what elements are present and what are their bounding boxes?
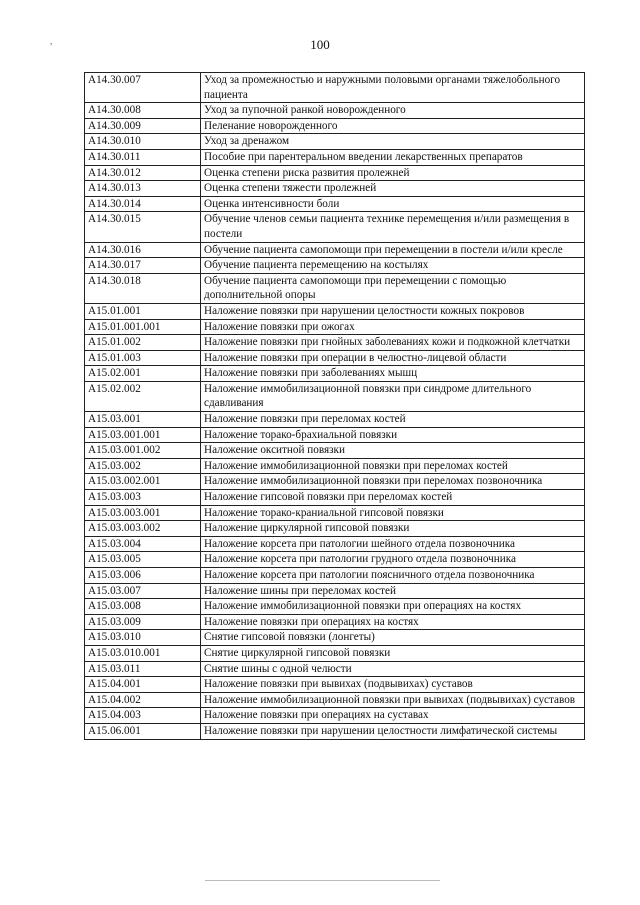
table-row [85,149,585,165]
table-row [85,412,585,428]
procedure-name: Наложение корсета при патологии поясничного отдела позвоночника [201,568,585,584]
procedure-code: A14.30.015 [85,212,201,242]
procedure-name: Уход за пупочной ранкой новорожденного [201,103,585,119]
procedure-name: Наложение иммобилизационной повязки при вывихах (подвывихах) суставов [201,692,585,708]
table-row [85,505,585,521]
table-row [85,474,585,490]
table-row [85,134,585,150]
procedure-name: Наложение повязки при переломах костей [201,412,585,428]
procedure-code: A14.30.009 [85,118,201,134]
procedure-code: A15.03.001.001 [85,427,201,443]
table-row [85,303,585,319]
procedure-name: Наложение корсета при патологии шейного отдела позвоночника [201,536,585,552]
procedure-code: A15.03.001 [85,412,201,428]
procedure-code: A15.02.002 [85,381,201,411]
procedure-name: Снятие шины с одной челюсти [201,661,585,677]
procedure-code: A14.30.012 [85,165,201,181]
procedure-code: A15.03.002.001 [85,474,201,490]
procedure-code: A15.03.011 [85,661,201,677]
procedure-name: Наложение повязки при операциях на костях [201,614,585,630]
table-row [85,708,585,724]
procedure-code: A15.04.002 [85,692,201,708]
footer-rule [205,880,440,881]
table-row [85,73,585,103]
procedure-name: Наложение повязки при нарушении целостности кожных покровов [201,303,585,319]
table-row [85,599,585,615]
procedure-code: A14.30.018 [85,273,201,303]
procedure-name: Наложение повязки при заболеваниях мышц [201,366,585,382]
procedure-name: Наложение торако-брахиальной повязки [201,427,585,443]
procedure-code: A15.01.001.001 [85,319,201,335]
table-row [85,350,585,366]
table-row [85,458,585,474]
table-row [85,212,585,242]
procedure-name: Пособие при парентеральном введении лекарственных препаратов [201,149,585,165]
table-row [85,273,585,303]
table-row [85,630,585,646]
procedure-code: A15.03.003.001 [85,505,201,521]
table-row [85,490,585,506]
table-row [85,118,585,134]
procedure-code: A15.04.003 [85,708,201,724]
procedure-code: A14.30.008 [85,103,201,119]
procedure-name: Наложение корсета при патологии грудного отдела позвоночника [201,552,585,568]
procedure-code: A14.30.017 [85,258,201,274]
procedure-code: A15.03.002 [85,458,201,474]
procedure-name: Наложение повязки при вывихах (подвывихах) суставов [201,677,585,693]
table-row [85,335,585,351]
table-body [85,73,585,740]
procedure-name: Наложение повязки при ожогах [201,319,585,335]
procedure-name: Наложение циркулярной гипсовой повязки [201,521,585,537]
procedure-name: Обучение пациента перемещению на костылях [201,258,585,274]
procedure-code: A15.02.001 [85,366,201,382]
procedure-name: Наложение иммобилизационной повязки при переломах позвоночника [201,474,585,490]
procedure-code: A15.03.003.002 [85,521,201,537]
procedure-name: Оценка степени тяжести пролежней [201,181,585,197]
table-row [85,583,585,599]
procedure-name: Оценка интенсивности боли [201,196,585,212]
procedure-name: Наложение повязки при нарушении целостности лимфатической системы [201,723,585,739]
procedure-code: A15.03.008 [85,599,201,615]
procedure-code: A15.04.001 [85,677,201,693]
table-row [85,614,585,630]
procedure-code: A15.03.001.002 [85,443,201,459]
table-row [85,661,585,677]
procedure-code: A15.03.010 [85,630,201,646]
procedure-code: A15.03.010.001 [85,645,201,661]
table-row [85,319,585,335]
procedure-name: Уход за дренажом [201,134,585,150]
procedure-code: A14.30.011 [85,149,201,165]
procedure-name: Наложение шины при переломах костей [201,583,585,599]
procedure-name: Пеленание новорожденного [201,118,585,134]
table-row [85,181,585,197]
procedure-name: Снятие циркулярной гипсовой повязки [201,645,585,661]
table-row [85,552,585,568]
procedure-name: Наложение иммобилизационной повязки при переломах костей [201,458,585,474]
table-row [85,103,585,119]
procedure-code: A15.03.009 [85,614,201,630]
table-row [85,427,585,443]
procedure-code: A15.03.005 [85,552,201,568]
table-row [85,677,585,693]
procedure-code: A15.03.007 [85,583,201,599]
procedure-code: A15.06.001 [85,723,201,739]
procedure-code: A15.01.003 [85,350,201,366]
table-row [85,196,585,212]
corner-mark: , [50,36,53,46]
procedure-code: A15.01.002 [85,335,201,351]
procedure-name: Наложение окситной повязки [201,443,585,459]
table-row [85,723,585,739]
procedure-name: Наложение повязки при операции в челюстно-лицевой области [201,350,585,366]
procedure-code: A15.03.004 [85,536,201,552]
procedure-name: Снятие гипсовой повязки (лонгеты) [201,630,585,646]
table-row [85,536,585,552]
table-row [85,568,585,584]
procedure-code: A14.30.016 [85,242,201,258]
table-row [85,443,585,459]
procedure-name: Наложение иммобилизационной повязки при синдроме длительного сдавливания [201,381,585,411]
table-row [85,165,585,181]
page-number: 100 [310,37,330,52]
procedure-code: A14.30.013 [85,181,201,197]
procedure-name: Наложение торако-краниальной гипсовой повязки [201,505,585,521]
table-row [85,366,585,382]
table-row [85,381,585,411]
table-row [85,242,585,258]
table-row [85,521,585,537]
procedure-name: Обучение пациента самопомощи при перемещении в постели и/или кресле [201,242,585,258]
procedure-name: Обучение пациента самопомощи при перемещении с помощью дополнительной опоры [201,273,585,303]
procedure-code: A15.03.006 [85,568,201,584]
table-row [85,258,585,274]
procedure-name: Оценка степени риска развития пролежней [201,165,585,181]
table-row [85,692,585,708]
procedure-code: A15.01.001 [85,303,201,319]
procedure-name: Наложение иммобилизационной повязки при операциях на костях [201,599,585,615]
procedure-code: A14.30.007 [85,73,201,103]
procedure-code: A14.30.010 [85,134,201,150]
procedure-name: Уход за промежностью и наружными половыми органами тяжелобольного пациента [201,73,585,103]
table-row [85,645,585,661]
procedure-name: Наложение повязки при гнойных заболеваниях кожи и подкожной клетчатки [201,335,585,351]
procedure-name: Наложение повязки при операциях на суставах [201,708,585,724]
procedure-name: Наложение гипсовой повязки при переломах костей [201,490,585,506]
procedure-name: Обучение членов семьи пациента технике перемещения и/или размещения в постели [201,212,585,242]
procedure-codes-table [84,72,585,740]
procedure-code: A14.30.014 [85,196,201,212]
procedure-code: A15.03.003 [85,490,201,506]
